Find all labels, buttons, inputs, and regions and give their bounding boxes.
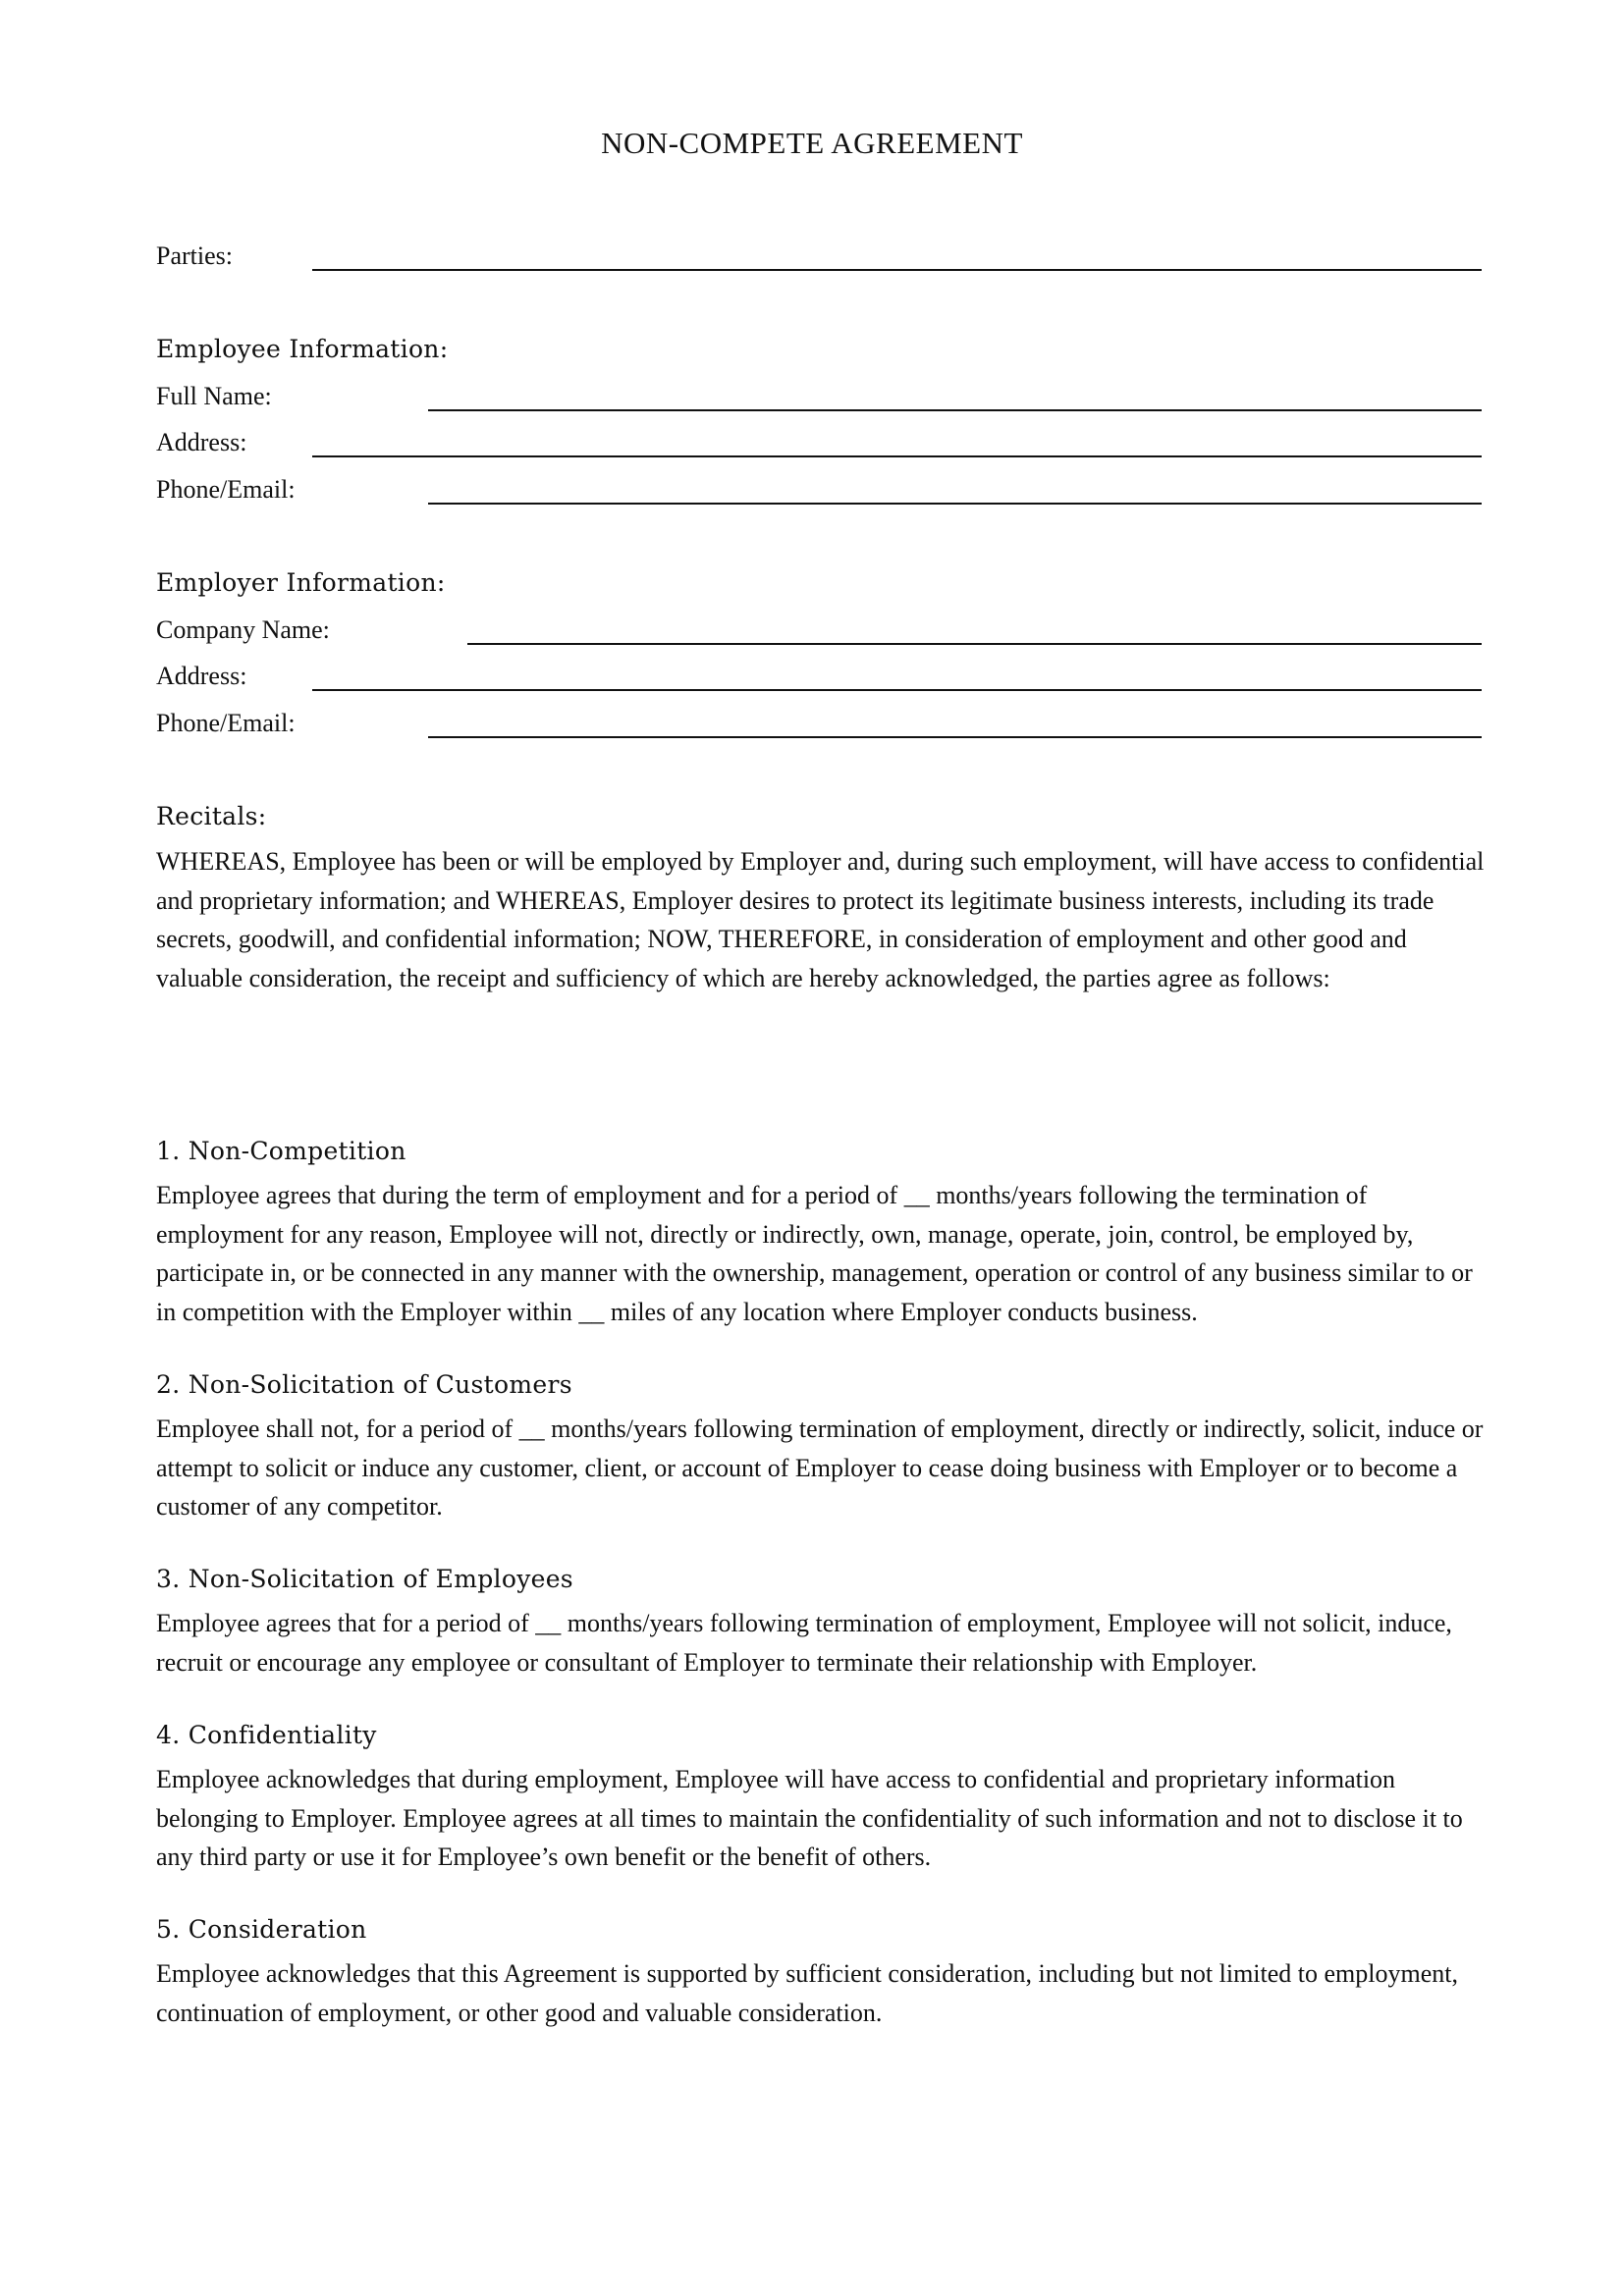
employee-address-blank-line[interactable] (312, 455, 1482, 457)
employee-full-name-field (156, 381, 1482, 420)
section-5-heading: 5. Consideration (156, 1915, 367, 1944)
recitals-heading: Recitals: (156, 802, 267, 830)
employee-contact-blank-line[interactable] (428, 503, 1482, 505)
section-2-heading: 2. Non-Solicitation of Customers (156, 1370, 572, 1399)
employee-full-name-label: Full Name: (156, 382, 272, 410)
employer-address-blank-line[interactable] (312, 689, 1482, 691)
employee-address-label: Address: (156, 428, 247, 456)
section-1-heading: 1. Non-Competition (156, 1137, 406, 1165)
recitals-text: WHEREAS, Employee has been or will be employed by Employer and, during such employment, will have access to confidential and proprietary information; and WHEREAS, Employer desires to protect its legitimate business interests, including its trade secrets, goodwill, and confidential information; NOW, THEREFORE, in consideration of employment and other good and valuable consideration, the receipt and sufficiency of which are hereby acknowledged, the parties agree as follows: (156, 847, 1485, 992)
section-3-text: Employee agrees that for a period of __ months/years following termination of employment, Employee will not solicit, induce, recruit or encourage any employee or consultant of Employer to terminate their relationship with Employer. (156, 1609, 1452, 1677)
employer-contact-field (156, 708, 1482, 747)
parties-label: Parties: (156, 241, 233, 270)
section-3-heading: 3. Non-Solicitation of Employees (156, 1565, 573, 1593)
section-5-text: Employee acknowledges that this Agreement is supported by sufficient consideration, including but not limited to employment, continuation of employment, or other good and valuable consideration. (156, 1959, 1458, 2027)
employer-company-blank-line[interactable] (467, 643, 1482, 645)
employer-contact-blank-line[interactable] (428, 736, 1482, 738)
employee-contact-label: Phone/Email: (156, 475, 296, 504)
employer-company-field (156, 614, 1482, 654)
employee-contact-field (156, 474, 1482, 513)
employer-address-field (156, 661, 1482, 700)
employee-address-field (156, 427, 1482, 466)
document-title: NON-COMPETE AGREEMENT (601, 126, 1023, 160)
employer-address-label: Address: (156, 662, 247, 690)
parties-field (156, 240, 1482, 280)
section-4-text: Employee acknowledges that during employment, Employee will have access to confidential and proprietary information belonging to Employer. Employee agrees at all times to maintain the confidentiality of such information and not to disclose it to any third party or use it for Employee’s own benefit or the benefit of others. (156, 1765, 1463, 1871)
section-4-heading: 4. Confidentiality (156, 1721, 377, 1749)
employer-company-label: Company Name: (156, 615, 330, 644)
employer-info-heading: Employer Information: (156, 568, 446, 597)
employer-contact-label: Phone/Email: (156, 709, 296, 737)
employee-info-heading: Employee Information: (156, 335, 449, 363)
section-2-text: Employee shall not, for a period of __ months/years following termination of employment, directly or indirectly, solicit, induce or attempt to solicit or induce any customer, client, or account of Employer to cease doing business with Employer or to become a customer of any competitor. (156, 1415, 1484, 1521)
section-1-text: Employee agrees that during the term of employment and for a period of __ months/years following the termination of employment for any reason, Employee will not, directly or indirectly, own, manage, operate, join, control, be employed by, participate in, or be connected in any manner with the ownership, management, operation or control of any business similar to or in competition with the Employer within __ miles of any location where Employer conducts business. (156, 1181, 1473, 1326)
parties-blank-line[interactable] (312, 269, 1482, 271)
employee-full-name-blank-line[interactable] (428, 409, 1482, 411)
